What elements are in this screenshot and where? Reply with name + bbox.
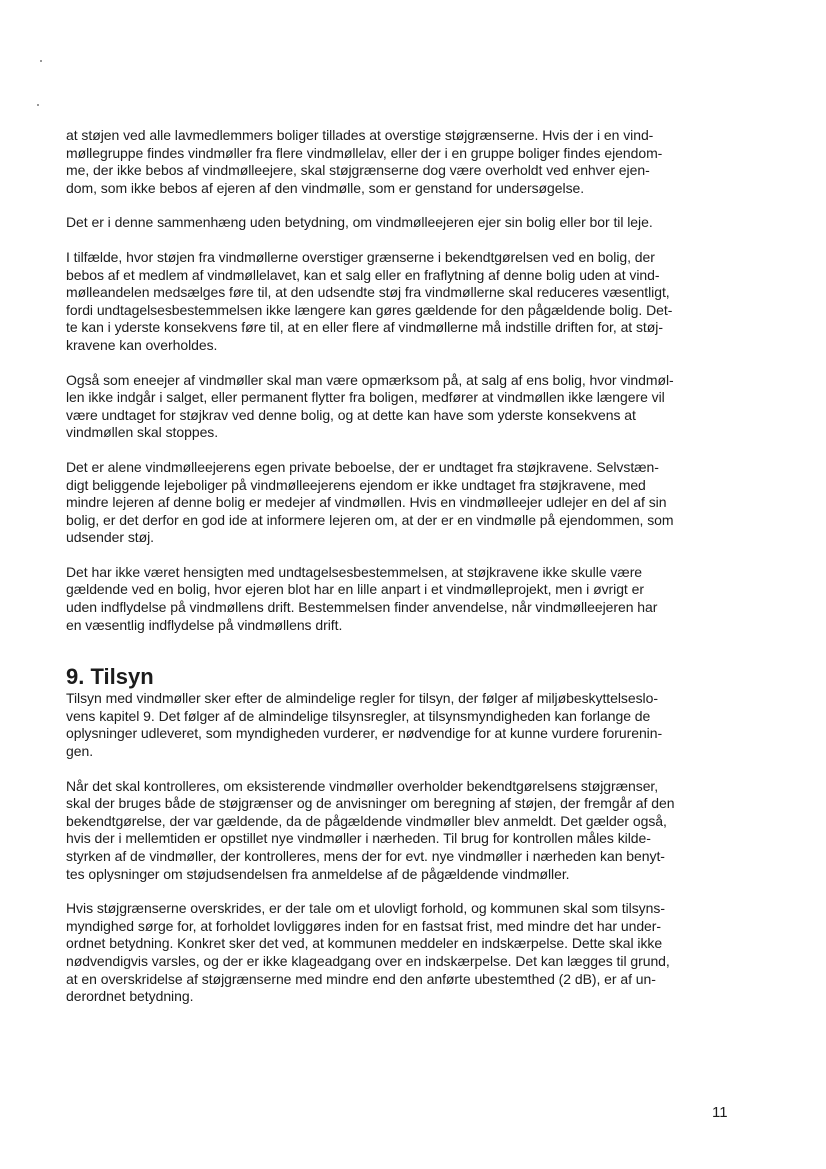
page-body (66, 127, 736, 1006)
paragraph-salg-fraflytning: I tilfælde, hvor støjen fra vindmøllerne overstiger grænserne i bekendtgørelsen ved en bolig, der bebos af et medlem af vindmøllelavet, kan et salg eller en fraflytning af denne bolig uden at vind- mølleandelen medsælges føre til, at den udsendte støj fra vindmøllerne skal reduceres væsentligt, fordi undtagelsesbestemmelsen ikke længere kan gøres gældende for den pågældende bolig. Det- te kan i yderste konsekvens føre til, at en eller flere af vindmøllerne må indstille driften for, at støj- kravene kan overholdes. (66, 248, 673, 353)
paragraph-leje: Det er i denne sammenhæng uden betydning, om vindmølleejeren ejer sin bolig eller bor til leje. (66, 214, 653, 231)
paragraph-undtagelse-lav: at støjen ved alle lavmedlemmers boliger tillades at overstige støjgrænserne. Hvis der i en vind- møllegruppe findes vindmøller fra flere vindmøllelav, eller der i en gruppe boliger findes ejendom- me, der ikke bebos af vindmølleejere, skal støjgrænserne dog være overholdt ved enhver ejen- dom, som ikke bebos af ejeren af den vindmølle, som er genstand for undersøgelse. (66, 127, 663, 196)
scan-speck (40, 60, 42, 62)
section-heading: 9. Tilsyn (66, 664, 154, 690)
paragraph-eneejer: Også som eneejer af vindmøller skal man være opmærksom på, at salg af ens bolig, hvor vindmøl- len ikke indgår i salget, eller permanent flytter fra boligen, medfører at vindmøllen ikke længere vil være undtaget for støjkrav ved denne bolig, og at dette kan have som yderste konsekvens at vindmøllen skal stoppes. (66, 371, 674, 441)
page-number: 11 (712, 1104, 728, 1121)
paragraph-tilsyn: Tilsyn med vindmøller sker efter de almindelige regler for tilsyn, der følger af miljøbeskyttelseslo- vens kapitel 9. Det følger af de almindelige tilsynsregler, at tilsynsmyndigheden kan forlange de oplysninger udleveret, som myndigheden vurderer, er nødvendige for at kunne vurdere forurenin- gen. (66, 690, 663, 760)
scan-speck (37, 104, 39, 106)
paragraph-overskridelse: Hvis støjgrænserne overskrides, er der tale om et ulovligt forhold, og kommunen skal som tilsyns- myndighed sørge for, at forholdet lovliggøres inden for en fastsat frist, med mindre det har under- ordnet betydning. Konkret sker det ved, at kommunen meddeler en indskærpelse. Dette skal ikke nødvendigvis varsles, og der er ikke klageadgang over en indskærpelse. Det kan lægges til grund, at en overskridelse af støjgrænserne med mindre end den anførte ubestemthed (2 dB), er af un- derordnet betydning. (66, 900, 670, 1005)
paragraph-hensigt: Det har ikke været hensigten med undtagelsesbestemmelsen, at støjkravene ikke skulle være gældende ved en bolig, hvor ejeren blot har en lille anpart i et vindmølleprojekt, men i øvrigt er uden indflydelse på vindmøllens drift. Bestemmelsen finder anvendelse, når vindmølleejeren har en væsentlig indflydelse på vindmøllens drift. (66, 563, 658, 633)
paragraph-private-beboelse: Det er alene vindmølleejerens egen private beboelse, der er undtaget fra støjkravene. Selvstæn- digt beliggende lejeboliger på vindmølleejerens ejendom er ikke undtaget fra støjkravene, med mindre lejeren af denne bolig er medejer af vindmøllen. Hvis en vindmølleejer udlejer en del af sin bolig, er det derfor en god ide at informere lejeren om, at der er en vindmølle på ejendommen, som udsender støj. (66, 458, 674, 546)
paragraph-kontrol: Når det skal kontrolleres, om eksisterende vindmøller overholder bekendtgørelsens støjgrænser, skal der bruges både de støjgrænser og de anvisninger om beregning af støjen, der fremgår af den bekendtgørelse, der var gældende, da de pågældende vindmøller blev anmeldt. Det gælder også, hvis der i mellemtiden er opstillet nye vindmøller i nærheden. Til brug for kontrollen måles kilde- styrken af de vindmøller, der kontrolleres, mens der for evt. nye vindmøller i nærheden kan benyt- tes oplysninger om støjudsendelsen fra anmeldelse af de pågældende vindmøller. (66, 777, 675, 882)
